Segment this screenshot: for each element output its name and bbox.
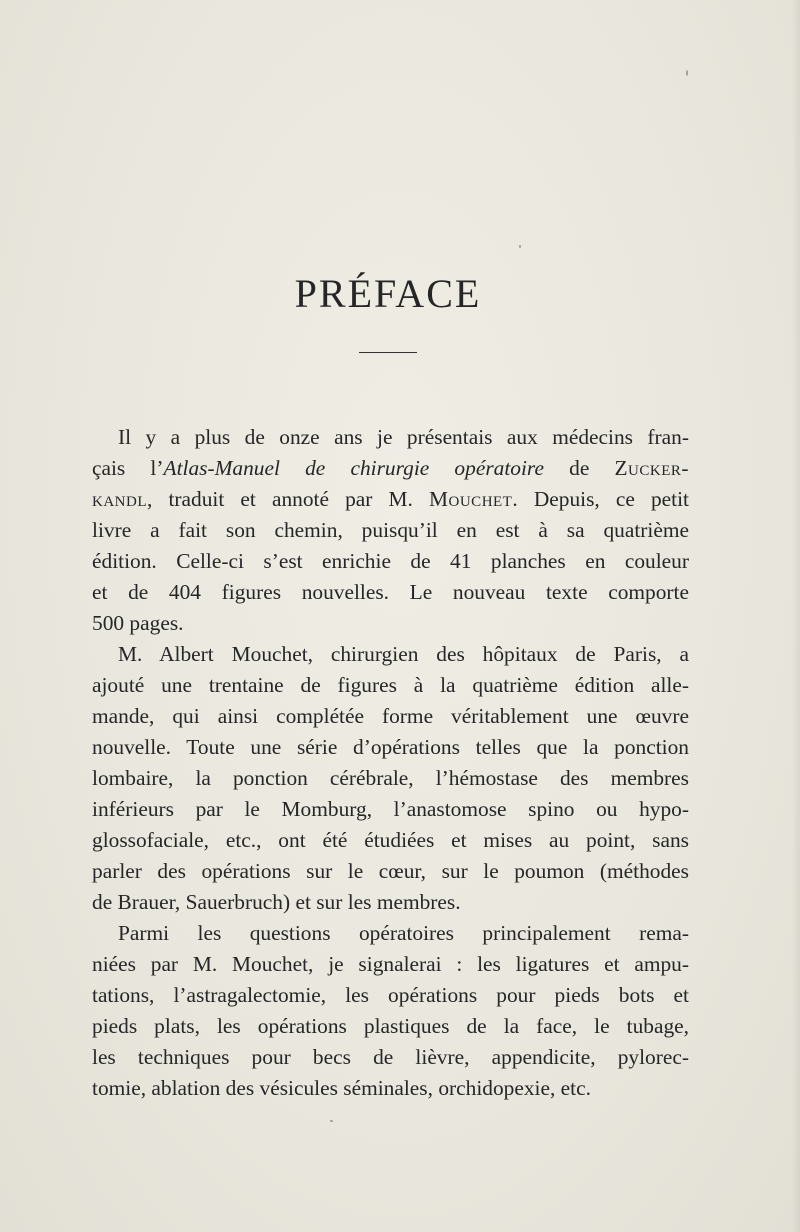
text-line [92, 453, 689, 484]
text-line: M. Albert Mouchet, chirurgien des hôpitaux de Paris, a [118, 642, 689, 666]
translator-name: Mouchet [429, 487, 513, 511]
page-edge-shadow [792, 0, 800, 1232]
text-line: niées par M. Mouchet, je signalerai : les ligatures et ampu- [92, 952, 689, 976]
author-name: kandl [92, 487, 147, 511]
text-fragment: , traduit et annoté par M. [147, 487, 429, 511]
paper-speck [330, 1120, 333, 1122]
text-line: nouvelle. Toute une série d’opérations telles que la ponction [92, 735, 689, 759]
text-line: 500 pages. [92, 611, 184, 635]
text-line: glossofaciale, etc., ont été étudiées et mises au point, sans [92, 828, 689, 852]
author-name: Zucker- [614, 456, 690, 480]
paragraph-3 [92, 918, 689, 1104]
text-line: tomie, ablation des vésicules séminales, orchidopexie, etc. [92, 1076, 591, 1100]
text-line [92, 484, 689, 515]
preface-body [92, 422, 689, 1104]
paragraph-1 [92, 422, 689, 639]
text-line: Il y a plus de onze ans je présentais aux médecins fran- [118, 425, 689, 449]
text-line: Parmi les questions opératoires principalement rema- [118, 921, 689, 945]
text-fragment: . Depuis, ce petit [512, 487, 689, 511]
text-fragment: çais l’ [92, 456, 164, 480]
title-divider [359, 352, 417, 353]
paper-speck [519, 245, 521, 248]
text-line: de Brauer, Sauerbruch) et sur les membres. [92, 890, 461, 914]
text-line: les techniques pour becs de lièvre, appendicite, pylorec- [92, 1045, 689, 1069]
text-line: mande, qui ainsi complétée forme véritablement une œuvre [92, 704, 689, 728]
text-line: inférieurs par le Momburg, l’anastomose spino ou hypo- [92, 797, 689, 821]
text-line: ajouté une trentaine de figures à la quatrième édition alle- [92, 673, 689, 697]
book-title: Atlas-Manuel de chirurgie opératoire [163, 456, 544, 480]
text-line: lombaire, la ponction cérébrale, l’hémostase des membres [92, 766, 689, 790]
paragraph-2 [92, 639, 689, 918]
page-title: PRÉFACE [294, 271, 482, 316]
text-line: pieds plats, les opérations plastiques de la face, le tubage, [92, 1014, 689, 1038]
paper-speck [686, 70, 688, 76]
text-line: livre a fait son chemin, puisqu’il en est à sa quatrième [92, 518, 689, 542]
text-line: édition. Celle-ci s’est enrichie de 41 planches en couleur [92, 549, 689, 573]
text-fragment: de [543, 456, 615, 480]
text-line: parler des opérations sur le cœur, sur le poumon (méthodes [92, 859, 689, 883]
text-line: et de 404 figures nouvelles. Le nouveau texte comporte [92, 580, 689, 604]
text-line: tations, l’astragalectomie, les opérations pour pieds bots et [92, 983, 689, 1007]
